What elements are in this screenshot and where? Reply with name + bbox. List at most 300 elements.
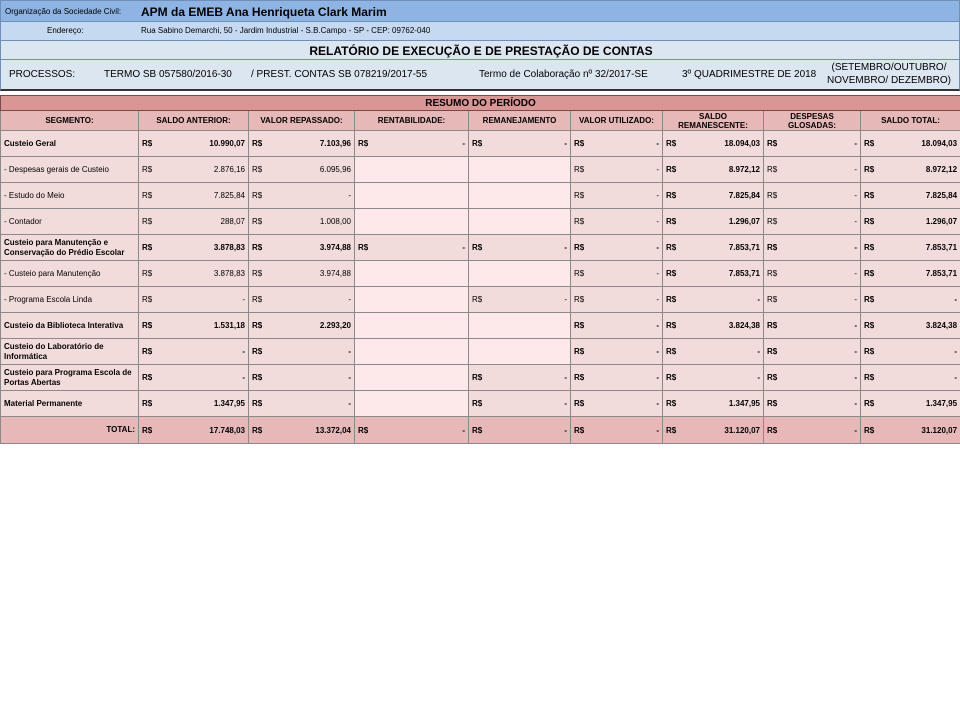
amount-value: - (656, 165, 659, 174)
currency-symbol: R$ (142, 139, 153, 148)
total-row (1, 417, 960, 444)
amount-value: - (854, 347, 857, 356)
segment-label: - Custeio para Manutenção (1, 261, 139, 287)
amount-value: - (854, 269, 857, 278)
currency-symbol: R$ (142, 217, 153, 226)
money-cell (249, 365, 355, 391)
table-row (1, 131, 960, 157)
money-cell (571, 287, 663, 313)
amount-value: - (656, 243, 659, 252)
money-cell (861, 157, 960, 183)
empty-cell (355, 157, 469, 183)
amount-value: - (462, 243, 465, 252)
amount-value: - (954, 295, 958, 304)
money-cell (469, 131, 571, 157)
currency-symbol: R$ (864, 217, 875, 226)
amount-value: 7.853,71 (925, 243, 958, 252)
report-title-row (0, 40, 960, 60)
currency-symbol: R$ (252, 165, 263, 174)
quadrimestre: 3º QUADRIMESTRE DE 2018 (682, 69, 817, 80)
amount-value: - (757, 373, 760, 382)
empty-cell (469, 183, 571, 209)
money-cell (663, 261, 764, 287)
money-cell (764, 131, 861, 157)
money-cell (571, 391, 663, 417)
amount-value: - (656, 295, 659, 304)
segment-label: Custeio para Manutenção e Conservação do Prédio Escolar (1, 235, 139, 261)
amount-value: 8.972,12 (728, 165, 760, 174)
currency-symbol: R$ (864, 425, 875, 435)
amount-value: - (348, 295, 351, 304)
address-row (0, 22, 960, 40)
org-row (0, 0, 960, 22)
currency-symbol: R$ (252, 295, 263, 304)
currency-symbol: R$ (767, 295, 778, 304)
amount-value: - (564, 373, 567, 382)
empty-cell (355, 183, 469, 209)
table-row (1, 287, 960, 313)
amount-value: - (348, 373, 351, 382)
amount-value: 1.347,95 (925, 399, 958, 408)
amount-value: - (757, 295, 760, 304)
amount-value: - (348, 191, 351, 200)
empty-cell (355, 365, 469, 391)
money-cell (249, 209, 355, 235)
money-cell (861, 391, 960, 417)
currency-symbol: R$ (666, 347, 677, 356)
amount-value: 18.094,03 (921, 139, 958, 148)
currency-symbol: R$ (472, 399, 483, 408)
amount-value: - (564, 139, 567, 148)
currency-symbol: R$ (767, 269, 778, 278)
money-cell (764, 209, 861, 235)
segment-label: - Despesas gerais de Custeio (1, 157, 139, 183)
currency-symbol: R$ (142, 425, 153, 435)
amount-value: 288,07 (220, 217, 245, 226)
address-value: Rua Sabino Demarchi, 50 - Jardim Industrial - S.B.Campo - SP - CEP: 09762-040 (141, 26, 431, 35)
amount-value: - (656, 373, 659, 382)
currency-symbol: R$ (142, 191, 153, 200)
money-cell (139, 209, 249, 235)
money-cell (571, 183, 663, 209)
currency-symbol: R$ (767, 165, 778, 174)
currency-symbol: R$ (472, 295, 483, 304)
amount-value: 3.824,38 (925, 321, 958, 330)
money-cell (249, 183, 355, 209)
currency-symbol: R$ (666, 269, 677, 278)
money-cell (249, 261, 355, 287)
processes-label: PROCESSOS: (9, 69, 76, 80)
currency-symbol: R$ (864, 165, 875, 174)
currency-symbol: R$ (767, 243, 778, 252)
column-header: VALOR UTILIZADO: (571, 111, 663, 131)
currency-symbol: R$ (252, 347, 263, 356)
currency-symbol: R$ (574, 399, 585, 408)
amount-value: 13.372,04 (315, 425, 351, 435)
money-cell (249, 339, 355, 365)
amount-value: - (656, 269, 659, 278)
amount-value: 7.853,71 (728, 243, 760, 252)
money-cell (571, 339, 663, 365)
summary-table (0, 95, 960, 444)
segment-label: - Estudo do Meio (1, 183, 139, 209)
amount-value: - (854, 295, 857, 304)
money-cell (764, 313, 861, 339)
currency-symbol: R$ (767, 321, 778, 330)
currency-symbol: R$ (252, 243, 263, 252)
period-months (827, 61, 951, 87)
amount-value: 7.103,96 (319, 139, 351, 148)
money-cell (764, 235, 861, 261)
address-label: Endereço: (47, 26, 84, 35)
amount-value: 31.120,07 (724, 425, 760, 435)
currency-symbol: R$ (252, 321, 263, 330)
currency-symbol: R$ (574, 269, 585, 278)
money-cell (764, 287, 861, 313)
currency-symbol: R$ (574, 243, 585, 252)
amount-value: - (242, 295, 245, 304)
currency-symbol: R$ (142, 243, 153, 252)
money-cell (861, 261, 960, 287)
months-line-1: (SETEMBRO/OUTUBRO/ (831, 62, 947, 73)
table-row (1, 391, 960, 417)
currency-symbol: R$ (252, 269, 263, 278)
empty-cell (355, 313, 469, 339)
money-cell (663, 157, 764, 183)
amount-value: 10.990,07 (209, 139, 245, 148)
currency-symbol: R$ (767, 373, 778, 382)
empty-cell (355, 287, 469, 313)
column-header: SALDO REMANESCENTE: (663, 111, 764, 131)
currency-symbol: R$ (142, 295, 153, 304)
currency-symbol: R$ (767, 347, 778, 356)
amount-value: 7.825,84 (925, 191, 958, 200)
amount-value: 7.825,84 (728, 191, 760, 200)
money-cell (861, 183, 960, 209)
amount-value: 7.825,84 (213, 191, 245, 200)
currency-symbol: R$ (574, 139, 585, 148)
money-cell (139, 183, 249, 209)
colaboracao-term: Termo de Colaboração nº 32/2017-SE (479, 69, 648, 80)
empty-cell (469, 313, 571, 339)
money-cell (139, 287, 249, 313)
amount-value: - (854, 243, 857, 252)
currency-symbol: R$ (142, 321, 153, 330)
money-cell (571, 157, 663, 183)
money-cell (764, 157, 861, 183)
currency-symbol: R$ (666, 321, 677, 330)
amount-value: - (656, 217, 659, 226)
money-cell (469, 287, 571, 313)
org-label: Organização da Sociedade Civil: (5, 7, 122, 16)
currency-symbol: R$ (574, 217, 585, 226)
amount-value: - (462, 139, 465, 148)
table-row (1, 157, 960, 183)
currency-symbol: R$ (666, 243, 677, 252)
currency-symbol: R$ (574, 373, 585, 382)
segment-label: Material Permanente (1, 391, 139, 417)
currency-symbol: R$ (252, 399, 263, 408)
currency-symbol: R$ (666, 373, 677, 382)
amount-value: - (757, 347, 760, 356)
money-cell (249, 313, 355, 339)
table-row (1, 261, 960, 287)
currency-symbol: R$ (358, 243, 369, 252)
currency-symbol: R$ (472, 243, 483, 252)
segment-label: - Contador (1, 209, 139, 235)
money-cell (139, 365, 249, 391)
amount-value: - (954, 373, 958, 382)
column-header: SEGMENTO: (1, 111, 139, 131)
currency-symbol: R$ (864, 269, 875, 278)
money-cell (355, 417, 469, 444)
amount-value: - (656, 191, 659, 200)
amount-value: - (348, 347, 351, 356)
amount-value: - (564, 295, 567, 304)
currency-symbol: R$ (252, 373, 263, 382)
table-row (1, 313, 960, 339)
money-cell (861, 209, 960, 235)
currency-symbol: R$ (142, 269, 153, 278)
amount-value: - (564, 243, 567, 252)
money-cell (249, 287, 355, 313)
money-cell (139, 157, 249, 183)
currency-symbol: R$ (666, 399, 677, 408)
currency-symbol: R$ (864, 347, 875, 356)
segment-label: Custeio Geral (1, 131, 139, 157)
segment-label: Custeio da Biblioteca Interativa (1, 313, 139, 339)
currency-symbol: R$ (142, 399, 153, 408)
months-line-2: NOVEMBRO/ DEZEMBRO) (827, 75, 951, 86)
amount-value: - (656, 139, 659, 148)
money-cell (764, 365, 861, 391)
money-cell (249, 417, 355, 444)
money-cell (139, 417, 249, 444)
money-cell (663, 183, 764, 209)
empty-cell (355, 339, 469, 365)
prest-contas-number: / PREST. CONTAS SB 078219/2017-55 (251, 69, 428, 80)
money-cell (355, 235, 469, 261)
amount-value: 1.296,07 (728, 217, 760, 226)
money-cell (861, 235, 960, 261)
segment-label: TOTAL: (1, 417, 139, 444)
money-cell (861, 313, 960, 339)
table-row (1, 209, 960, 235)
money-cell (249, 157, 355, 183)
amount-value: - (954, 347, 958, 356)
currency-symbol: R$ (472, 425, 483, 435)
summary-title: RESUMO DO PERÍODO (1, 96, 960, 111)
currency-symbol: R$ (574, 347, 585, 356)
money-cell (861, 131, 960, 157)
currency-symbol: R$ (864, 373, 875, 382)
column-header: SALDO TOTAL: (861, 111, 960, 131)
amount-value: 3.878,83 (213, 243, 245, 252)
money-cell (861, 365, 960, 391)
amount-value: - (854, 373, 857, 382)
amount-value: - (854, 165, 857, 174)
money-cell (139, 261, 249, 287)
empty-cell (469, 209, 571, 235)
termo-number: TERMO SB 057580/2016-30 (104, 69, 232, 80)
currency-symbol: R$ (666, 295, 677, 304)
money-cell (663, 339, 764, 365)
amount-value: 31.120,07 (921, 425, 958, 435)
amount-value: 2.293,20 (319, 321, 351, 330)
currency-symbol: R$ (472, 139, 483, 148)
money-cell (861, 417, 960, 444)
column-header: REMANEJAMENTO (469, 111, 571, 131)
money-cell (764, 417, 861, 444)
currency-symbol: R$ (252, 139, 263, 148)
amount-value: - (564, 399, 567, 408)
money-cell (469, 417, 571, 444)
table-row (1, 365, 960, 391)
currency-symbol: R$ (574, 425, 585, 435)
money-cell (861, 339, 960, 365)
segment-label: Custeio para Programa Escola de Portas Abertas (1, 365, 139, 391)
money-cell (469, 235, 571, 261)
amount-value: 7.853,71 (925, 269, 958, 278)
currency-symbol: R$ (252, 217, 263, 226)
money-cell (764, 339, 861, 365)
money-cell (571, 209, 663, 235)
amount-value: - (854, 425, 857, 435)
amount-value: 18.094,03 (724, 139, 760, 148)
money-cell (469, 391, 571, 417)
money-cell (139, 339, 249, 365)
amount-value: 1.347,95 (728, 399, 760, 408)
money-cell (469, 365, 571, 391)
amount-value: - (348, 399, 351, 408)
currency-symbol: R$ (864, 399, 875, 408)
currency-symbol: R$ (864, 295, 875, 304)
empty-cell (469, 339, 571, 365)
money-cell (249, 235, 355, 261)
amount-value: - (854, 217, 857, 226)
money-cell (571, 131, 663, 157)
currency-symbol: R$ (574, 165, 585, 174)
amount-value: 8.972,12 (925, 165, 958, 174)
money-cell (139, 391, 249, 417)
money-cell (139, 235, 249, 261)
table-row (1, 339, 960, 365)
currency-symbol: R$ (864, 243, 875, 252)
amount-value: - (242, 373, 245, 382)
money-cell (249, 131, 355, 157)
money-cell (764, 391, 861, 417)
processes-row (0, 60, 960, 91)
amount-value: - (854, 139, 857, 148)
amount-value: - (564, 425, 567, 435)
column-header: VALOR REPASSADO: (249, 111, 355, 131)
currency-symbol: R$ (666, 217, 677, 226)
column-header-row (1, 111, 960, 131)
empty-cell (355, 391, 469, 417)
currency-symbol: R$ (864, 139, 875, 148)
empty-cell (469, 261, 571, 287)
currency-symbol: R$ (666, 139, 677, 148)
money-cell (663, 235, 764, 261)
amount-value: 1.296,07 (925, 217, 958, 226)
empty-cell (355, 261, 469, 287)
currency-symbol: R$ (142, 347, 153, 356)
segment-label: - Programa Escola Linda (1, 287, 139, 313)
currency-symbol: R$ (767, 217, 778, 226)
money-cell (571, 261, 663, 287)
money-cell (663, 313, 764, 339)
amount-value: - (854, 191, 857, 200)
money-cell (571, 365, 663, 391)
money-cell (663, 131, 764, 157)
column-header: SALDO ANTERIOR: (139, 111, 249, 131)
currency-symbol: R$ (252, 425, 263, 435)
money-cell (139, 131, 249, 157)
currency-symbol: R$ (574, 191, 585, 200)
currency-symbol: R$ (574, 321, 585, 330)
money-cell (764, 261, 861, 287)
amount-value: 1.531,18 (213, 321, 245, 330)
currency-symbol: R$ (358, 139, 369, 148)
table-row (1, 183, 960, 209)
currency-symbol: R$ (864, 191, 875, 200)
currency-symbol: R$ (666, 165, 677, 174)
amount-value: 2.876,16 (213, 165, 245, 174)
amount-value: - (656, 321, 659, 330)
currency-symbol: R$ (142, 373, 153, 382)
amount-value: - (656, 425, 659, 435)
column-header: RENTABILIDADE: (355, 111, 469, 131)
money-cell (861, 287, 960, 313)
currency-symbol: R$ (767, 191, 778, 200)
empty-cell (355, 209, 469, 235)
amount-value: - (462, 425, 465, 435)
amount-value: - (656, 399, 659, 408)
amount-value: 1.008,00 (319, 217, 351, 226)
money-cell (663, 417, 764, 444)
money-cell (663, 391, 764, 417)
money-cell (139, 313, 249, 339)
money-cell (663, 365, 764, 391)
money-cell (764, 183, 861, 209)
amount-value: - (242, 347, 245, 356)
currency-symbol: R$ (767, 399, 778, 408)
money-cell (571, 417, 663, 444)
amount-value: 17.748,03 (209, 425, 245, 435)
money-cell (249, 391, 355, 417)
amount-value: 3.878,83 (213, 269, 245, 278)
currency-symbol: R$ (574, 295, 585, 304)
currency-symbol: R$ (252, 191, 263, 200)
currency-symbol: R$ (767, 425, 778, 435)
amount-value: - (656, 347, 659, 356)
amount-value: - (854, 399, 857, 408)
amount-value: 3.974,88 (319, 243, 351, 252)
money-cell (355, 131, 469, 157)
amount-value: 6.095,96 (319, 165, 351, 174)
money-cell (571, 313, 663, 339)
money-cell (663, 287, 764, 313)
money-cell (571, 235, 663, 261)
currency-symbol: R$ (864, 321, 875, 330)
table-row (1, 235, 960, 261)
currency-symbol: R$ (767, 139, 778, 148)
amount-value: 3.974,88 (319, 269, 351, 278)
org-name: APM da EMEB Ana Henriqueta Clark Marim (141, 5, 387, 19)
empty-cell (469, 157, 571, 183)
amount-value: 1.347,95 (213, 399, 245, 408)
currency-symbol: R$ (666, 425, 677, 435)
